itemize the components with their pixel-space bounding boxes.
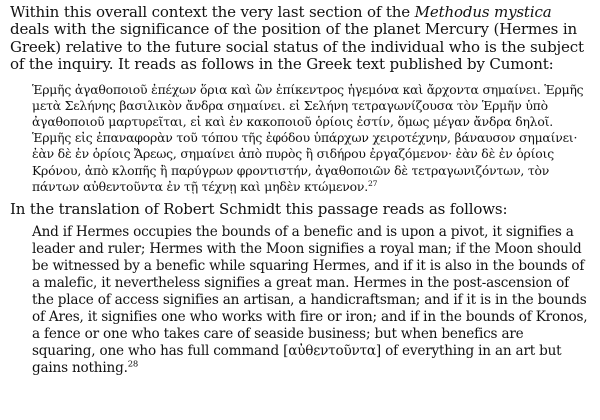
translation-greek-insert: [αὐθεντοῦντα] — [283, 343, 381, 360]
translation-text-after: of everything in an art but gains nothing. — [32, 343, 562, 377]
greek-quotation — [32, 82, 588, 195]
greek-text: Ἑρμῆς ἀγαθοποιοῦ ἐπέχων ὅρια καὶ ὢν ἐπίκεντρος ἡγεμόνα καὶ ἄρχοντα σημαίνει. Ἑρμῆς μετὰ Σελήνης βασιλικὸν ἄνδρα σημαίνει. εἰ Σελήνη τετραγωνίζουσα τὸν Ἑρμῆν ὑπὸ ἀγαθοποιοῦ μαρτυρεῖται, εἰ καὶ ἐν κακοποιοῦ ὁρίοις ἐστίν, ὅμως μέγαν ἄνδρα δηλοῖ. Ἑρμῆς εἰς ἐπαναφορὰν τοῦ τόπου τῆς ἐφόδου ὑπάρχων χειροτέχνην, βάναυσον σημαίνει· ἐὰν δὲ ἐν ὁρίοις Ἄρεως, σημαίνει ἀπὸ πυρὸς ἢ σιδήρου ἐργαζόμενον· ἐὰν δὲ ἐν ὁρίοις Κρόνου, ἀπὸ κλοπῆς ἢ παρύγρων φροντιστήν, ἀγαθοποιῶν δὲ τετραγωνιζόντων, τὸν πάντων αὐθεντοῦντα ἐν τῇ τέχνῃ καὶ μηδὲν κτώμενον. — [32, 81, 584, 194]
intro-paragraph — [10, 4, 592, 74]
translation-quotation — [32, 224, 588, 377]
intro-text-before: Within this overall context the very last section of the — [10, 3, 415, 21]
translation-text-before: And if Hermes occupies the bounds of a benefic and is upon a pivot, it signifies a leader and ruler; Hermes with the Moon signifies a royal man; if the Moon should be witnessed by a benefic while squaring Hermes, and if it is also in the bounds of a malefic, it nevertheless signifies a great man. Hermes in the post-ascension of the place of access signifies an artisan, a handicraftsman; and if it is in the bounds of Ares, it signifies one who works with fire or iron; and if in the bounds of Kronos, a fence or one who takes care of seaside business; but when benefics are squaring, one who has full command — [32, 224, 588, 360]
footnote-marker-28[interactable]: 28 — [127, 358, 139, 369]
intro-text-after: deals with the significance of the position of the planet Mercury (Hermes in Greek) relative to the future social status of the individual who is the subject of the inquiry. It reads as follows in the Greek text published by Cumont: — [10, 20, 584, 74]
footnote-marker-27[interactable]: 27 — [367, 178, 378, 188]
work-title: Methodus mystica — [414, 3, 552, 21]
translation-intro: In the translation of Robert Schmidt this passage reads as follows: — [10, 200, 508, 219]
